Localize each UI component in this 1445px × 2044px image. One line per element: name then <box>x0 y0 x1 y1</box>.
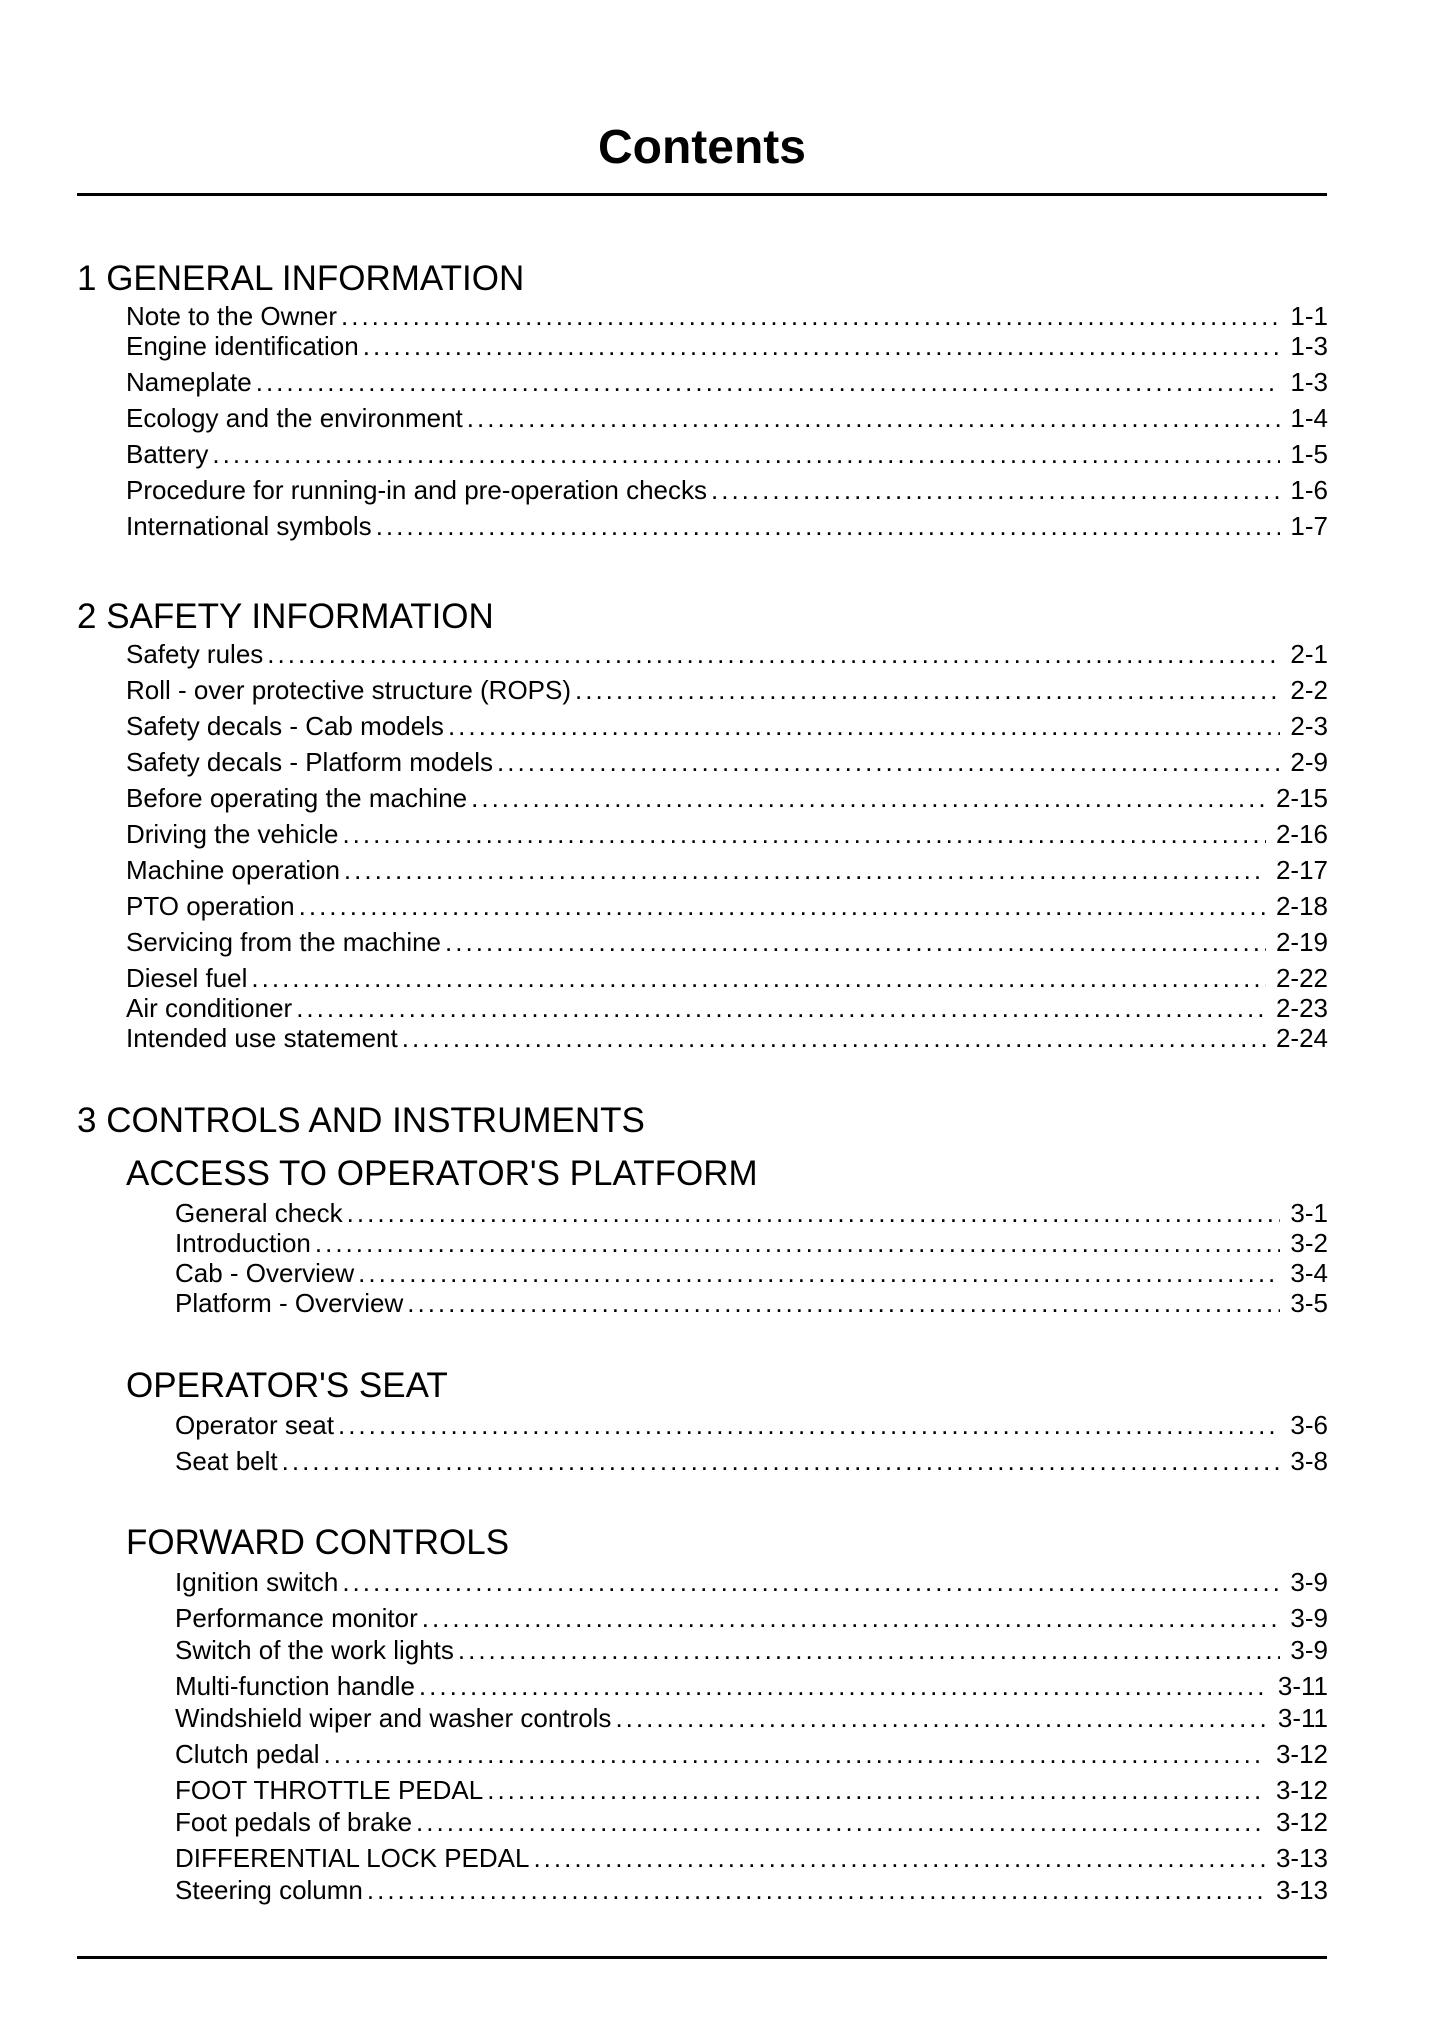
toc-entry-label: FOOT THROTTLE PEDAL <box>175 1775 484 1805</box>
toc-entry[interactable] <box>175 1197 1328 1229</box>
toc-entry-page: 3-5 <box>1290 1288 1328 1318</box>
toc-entry[interactable] <box>175 1257 1328 1289</box>
toc-entry[interactable] <box>175 1670 1328 1702</box>
toc-entry-page: 2-3 <box>1290 711 1328 741</box>
subsection-heading-access-to-operators-platform[interactable]: ACCESS TO OPERATOR'S PLATFORM <box>126 1154 758 1193</box>
toc-entry-page: 3-9 <box>1290 1635 1328 1665</box>
toc-entry-page: 2-1 <box>1290 639 1328 669</box>
dot-leader <box>251 962 1266 994</box>
toc-entry-label: Multi-function handle <box>175 1671 415 1701</box>
toc-entry-page: 2-19 <box>1275 927 1328 957</box>
toc-entry-label: Engine identification <box>126 331 359 361</box>
page-title: Contents <box>598 121 806 174</box>
toc-entry-label: Operator seat <box>175 1410 334 1440</box>
toc-entry-page: 2-22 <box>1275 963 1328 993</box>
toc-entry[interactable] <box>126 992 1328 1024</box>
toc-entry[interactable] <box>126 890 1328 922</box>
toc-entry-label: Before operating the machine <box>126 783 468 813</box>
dot-leader <box>358 1257 1280 1289</box>
dot-leader <box>445 926 1266 958</box>
toc-entry-label: Roll - over protective structure (ROPS) <box>126 675 572 705</box>
toc-entry-label: Safety decals - Platform models <box>126 747 494 777</box>
toc-entry-label: Intended use statement <box>126 1023 398 1053</box>
toc-entry[interactable] <box>175 1287 1328 1319</box>
toc-entry-page: 1-3 <box>1290 331 1328 361</box>
toc-entry[interactable] <box>126 854 1328 886</box>
dot-leader <box>363 330 1281 362</box>
toc-entry-page: 2-15 <box>1275 783 1328 813</box>
toc-entry-label: Diesel fuel <box>126 963 248 993</box>
toc-entry-page: 3-13 <box>1275 1875 1328 1905</box>
toc-entry-page: 3-11 <box>1277 1703 1328 1733</box>
toc-entry[interactable] <box>126 366 1328 398</box>
dot-leader <box>212 438 1280 470</box>
dot-leader <box>256 366 1281 398</box>
dot-leader <box>467 402 1281 434</box>
toc-entry-page: 2-2 <box>1290 675 1328 705</box>
dot-leader <box>615 1702 1267 1734</box>
toc-entry[interactable] <box>175 1634 1328 1666</box>
toc-entry-label: Windshield wiper and washer controls <box>175 1703 612 1733</box>
toc-entry[interactable] <box>175 1702 1328 1734</box>
toc-entry-page: 1-6 <box>1290 475 1328 505</box>
section-heading-safety-information[interactable]: 2 SAFETY INFORMATION <box>77 597 494 636</box>
toc-entry-page: 3-8 <box>1290 1446 1328 1476</box>
dot-leader <box>367 1874 1266 1906</box>
toc-entry[interactable] <box>175 1806 1328 1838</box>
footer-rule <box>77 1956 1327 1959</box>
toc-entry-page: 2-16 <box>1275 819 1328 849</box>
toc-entry[interactable] <box>126 330 1328 362</box>
subsection-heading-operators-seat[interactable]: OPERATOR'S SEAT <box>126 1366 448 1405</box>
toc-entry-page: 3-12 <box>1275 1807 1328 1837</box>
toc-entry[interactable] <box>175 1874 1328 1906</box>
dot-leader <box>487 1774 1266 1806</box>
toc-entry[interactable] <box>175 1738 1328 1770</box>
dot-leader <box>299 890 1266 922</box>
toc-entry[interactable] <box>175 1842 1328 1874</box>
dot-leader <box>711 474 1280 506</box>
toc-entry-page: 3-12 <box>1275 1739 1328 1769</box>
toc-entry-page: 2-9 <box>1290 747 1328 777</box>
toc-entry[interactable] <box>126 638 1328 670</box>
toc-entry-page: 3-2 <box>1290 1228 1328 1258</box>
toc-entry-label: Steering column <box>175 1875 363 1905</box>
dot-leader <box>338 1409 1280 1441</box>
dot-leader <box>497 746 1280 778</box>
toc-entry[interactable] <box>126 926 1328 958</box>
toc-entry-label: Battery <box>126 439 209 469</box>
toc-entry-label: Note to the Owner <box>126 301 337 331</box>
toc-entry[interactable] <box>126 474 1328 506</box>
toc-entry[interactable] <box>126 746 1328 778</box>
toc-entry-page: 3-6 <box>1290 1410 1328 1440</box>
toc-entry-label: Nameplate <box>126 367 252 397</box>
toc-entry[interactable] <box>126 1022 1328 1054</box>
toc-entry-label: Switch of the work lights <box>175 1635 454 1665</box>
toc-entry[interactable] <box>175 1602 1328 1634</box>
dot-leader <box>402 1022 1266 1054</box>
toc-entry-label: International symbols <box>126 511 372 541</box>
toc-entry-label: Air conditioner <box>126 993 293 1023</box>
dot-leader <box>282 1445 1281 1477</box>
toc-entry-page: 1-5 <box>1290 439 1328 469</box>
toc-entry-page: 1-4 <box>1290 403 1328 433</box>
dot-leader <box>342 818 1266 850</box>
dot-leader <box>344 854 1266 886</box>
toc-entry-page: 1-7 <box>1290 511 1328 541</box>
toc-entry[interactable] <box>126 438 1328 470</box>
dot-leader <box>419 1670 1268 1702</box>
toc-entry-page: 1-1 <box>1290 301 1328 331</box>
toc-entry-page: 3-9 <box>1290 1567 1328 1597</box>
toc-entry-label: Cab - Overview <box>175 1258 355 1288</box>
dot-leader <box>458 1634 1281 1666</box>
dot-leader <box>407 1287 1280 1319</box>
toc-entry-label: Foot pedals of brake <box>175 1807 413 1837</box>
dot-leader <box>448 710 1280 742</box>
header-rule <box>77 193 1327 196</box>
dot-leader <box>575 674 1280 706</box>
subsection-heading-forward-controls[interactable]: FORWARD CONTROLS <box>126 1523 510 1562</box>
toc-entry-label: Introduction <box>175 1228 311 1258</box>
toc-entry[interactable] <box>126 710 1328 742</box>
toc-entry-label: Ignition switch <box>175 1567 339 1597</box>
dot-leader <box>324 1738 1266 1770</box>
toc-entry[interactable] <box>175 1445 1328 1477</box>
dot-leader <box>347 1197 1281 1229</box>
toc-entry-page: 3-4 <box>1290 1258 1328 1288</box>
toc-entry-label: Procedure for running-in and pre-operation checks <box>126 475 708 505</box>
toc-entry[interactable] <box>126 674 1328 706</box>
toc-entry-label: DIFFERENTIAL LOCK PEDAL <box>175 1843 530 1873</box>
dot-leader <box>533 1842 1266 1874</box>
dot-leader <box>341 300 1280 332</box>
dot-leader <box>376 510 1281 542</box>
toc-entry-page: 2-23 <box>1275 993 1328 1023</box>
toc-entry[interactable] <box>126 300 1328 332</box>
toc-entry-label: Clutch pedal <box>175 1739 320 1769</box>
toc-entry[interactable] <box>126 818 1328 850</box>
toc-entry[interactable] <box>126 510 1328 542</box>
toc-entry-label: Machine operation <box>126 855 340 885</box>
toc-entry-page: 3-12 <box>1275 1775 1328 1805</box>
toc-entry-label: PTO operation <box>126 891 295 921</box>
section-heading-general-information[interactable]: 1 GENERAL INFORMATION <box>77 259 525 298</box>
toc-entry-label: Driving the vehicle <box>126 819 339 849</box>
toc-entry-page: 3-9 <box>1290 1603 1328 1633</box>
toc-entry-label: Performance monitor <box>175 1603 418 1633</box>
toc-entry[interactable] <box>126 402 1328 434</box>
dot-leader <box>315 1227 1281 1259</box>
toc-entry-label: Safety decals - Cab models <box>126 711 444 741</box>
dot-leader <box>471 782 1266 814</box>
toc-entry[interactable] <box>126 782 1328 814</box>
toc-entry-page: 3-13 <box>1275 1843 1328 1873</box>
toc-entry-page: 3-11 <box>1277 1671 1328 1701</box>
dot-leader <box>342 1566 1280 1598</box>
dot-leader <box>296 992 1266 1024</box>
toc-entry-page: 3-1 <box>1290 1198 1328 1228</box>
dot-leader <box>416 1806 1266 1838</box>
toc-entry[interactable] <box>175 1566 1328 1598</box>
dot-leader <box>422 1602 1281 1634</box>
toc-entry[interactable] <box>175 1774 1328 1806</box>
toc-entry[interactable] <box>175 1409 1328 1441</box>
toc-entry-label: Safety rules <box>126 639 264 669</box>
toc-entry-page: 2-18 <box>1275 891 1328 921</box>
toc-entry-label: Ecology and the environment <box>126 403 463 433</box>
toc-entry-page: 2-17 <box>1275 855 1328 885</box>
toc-entry[interactable] <box>126 962 1328 994</box>
toc-entry[interactable] <box>175 1227 1328 1259</box>
section-heading-controls-and-instruments[interactable]: 3 CONTROLS AND INSTRUMENTS <box>77 1101 645 1140</box>
toc-entry-label: General check <box>175 1198 343 1228</box>
toc-entry-label: Servicing from the machine <box>126 927 442 957</box>
toc-entry-label: Seat belt <box>175 1446 278 1476</box>
toc-entry-page: 2-24 <box>1275 1023 1328 1053</box>
dot-leader <box>267 638 1280 670</box>
toc-entry-label: Platform - Overview <box>175 1288 404 1318</box>
toc-entry-page: 1-3 <box>1290 367 1328 397</box>
